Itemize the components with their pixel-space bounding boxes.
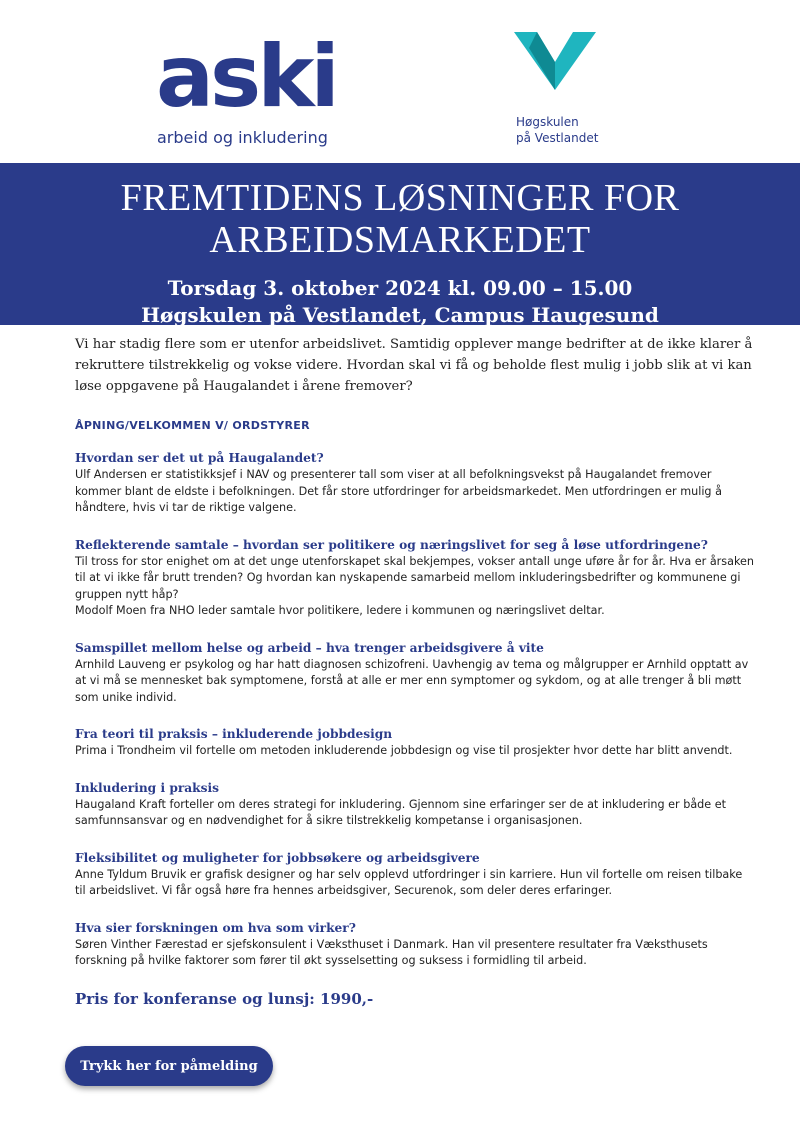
program-item-body: Arnhild Lauveng er psykolog og har hatt diagnosen schizofreni. Uavhengig av tema og målgrupper er Arnhild opptatt av at vi må se mennesket bak symptomene, forstå at alle er mer enn symptomer og sykdom, og at alle trenger å bli møtt som unike individ. <box>75 657 749 704</box>
program-item-title: Inkludering i praksis <box>75 780 219 795</box>
hvl-name-line2: på Vestlandet <box>516 131 599 145</box>
program-item <box>75 850 755 900</box>
program-item-body: Prima i Trondheim vil fortelle om metoden inkluderende jobbdesign og vise til prosjekter hvor dette har blitt anvendt. <box>75 744 733 757</box>
program-item-title: Hvordan ser det ut på Haugalandet? <box>75 451 324 465</box>
program-item-title: Fra teori til praksis – inkluderende jobbdesign <box>75 727 393 741</box>
program-item <box>75 450 755 517</box>
event-details <box>0 275 800 329</box>
event-date: Torsdag 3. oktober 2024 kl. 09.00 – 15.00 <box>167 276 633 300</box>
program-item-body: Ulf Andersen er statistikksjef i NAV og presenterer tall som viser at all befolkningsvekst på Haugalandet fremover kommer blant de eldste i befolkningen. Det får store utfordringer for arbeidsmarkedet. Men utfordringen er mulig å håndtere, hvis vi tar de riktige valgene. <box>75 468 722 514</box>
program-item <box>75 920 755 970</box>
program-item-title: Samspillet mellom helse og arbeid – hva trenger arbeidsgivere å vite <box>75 640 544 655</box>
title-banner <box>0 163 800 325</box>
program-item-title: Reflekterende samtale – hvordan ser politikere og næringslivet for seg å løse utfordringene? <box>75 537 708 552</box>
title-line-1: FREMTIDENS LØSNINGER FOR <box>120 177 680 219</box>
program-item-body: Haugaland Kraft forteller om deres strategi for inkludering. Gjennom sine erfaringer ser de at inkludering er både et samfunnsansvar og en nødvendighet for å sikre tilstrekkelig kompetanse i organisasjonen. <box>75 797 726 827</box>
program-item-title: Hva sier forskningen om hva som virker? <box>75 920 356 935</box>
intro-paragraph: Vi har stadig flere som er utenfor arbeidslivet. Samtidig opplever mange bedrifter at de ikke klarer å rekruttere tilstrekkelig og vokse videre. Hvordan skal vi få og beholde flest mulig i jobb slik at vi kan løse oppgavene på Haugalandet i årene fremover? <box>75 337 753 394</box>
hvl-name <box>516 114 626 146</box>
program-item-body: Søren Vinther Færestad er sjefskonsulent i Væksthuset i Danmark. Han vil presentere resultater fra Væksthusets forskning på hvilke faktorer som fører til økt sysselsetting og suksess i formidling til arbeid. <box>75 937 708 967</box>
program-item <box>75 726 755 760</box>
opening-heading: ÅPNING/VELKOMMEN V/ ORDSTYRER <box>75 419 310 432</box>
aski-wordmark: aski <box>156 27 336 127</box>
register-button[interactable]: Trykk her for påmelding <box>65 1046 273 1086</box>
hvl-v-icon <box>514 32 596 90</box>
title-line-2: ARBEIDSMARKEDET <box>209 219 591 261</box>
hvl-name-line1: Høgskulen <box>516 115 579 129</box>
program-item <box>75 537 755 620</box>
program-item-title: Fleksibilitet og muligheter for jobbsøkere og arbeidsgivere <box>75 850 480 865</box>
program-content <box>75 334 755 1008</box>
header-logos <box>0 0 800 162</box>
program-item-body: Anne Tyldum Bruvik er grafisk designer og har selv opplevd utfordringer i sin karriere. Hun vil fortelle om reisen tilbake til arbeidslivet. Vi får også høre fra hennes arbeidsgiver, Securenok, som deler deres erfaringer. <box>75 867 743 897</box>
program-item-body: Til tross for stor enighet om at det unge utenforskapet skal bekjempes, vokser antall unge uføre år for år. Hva er årsaken til at vi ikke får brutt trenden? Og hvordan kan nyskapende samarbeid mellom inkluderingsbedrifter og kommunene gi gruppen nytt håp? Modolf Moen fra NHO leder samtale hvor politikere, ledere i kommunen og næringslivet deltar. <box>75 554 755 617</box>
program-item <box>75 640 755 707</box>
event-venue: Høgskulen på Vestlandet, Campus Haugesund <box>141 303 659 327</box>
page-title <box>0 177 800 261</box>
price-text: Pris for konferanse og lunsj: 1990,- <box>75 989 374 1008</box>
program-item <box>75 780 755 830</box>
aski-tagline: arbeid og inkludering <box>157 128 328 147</box>
